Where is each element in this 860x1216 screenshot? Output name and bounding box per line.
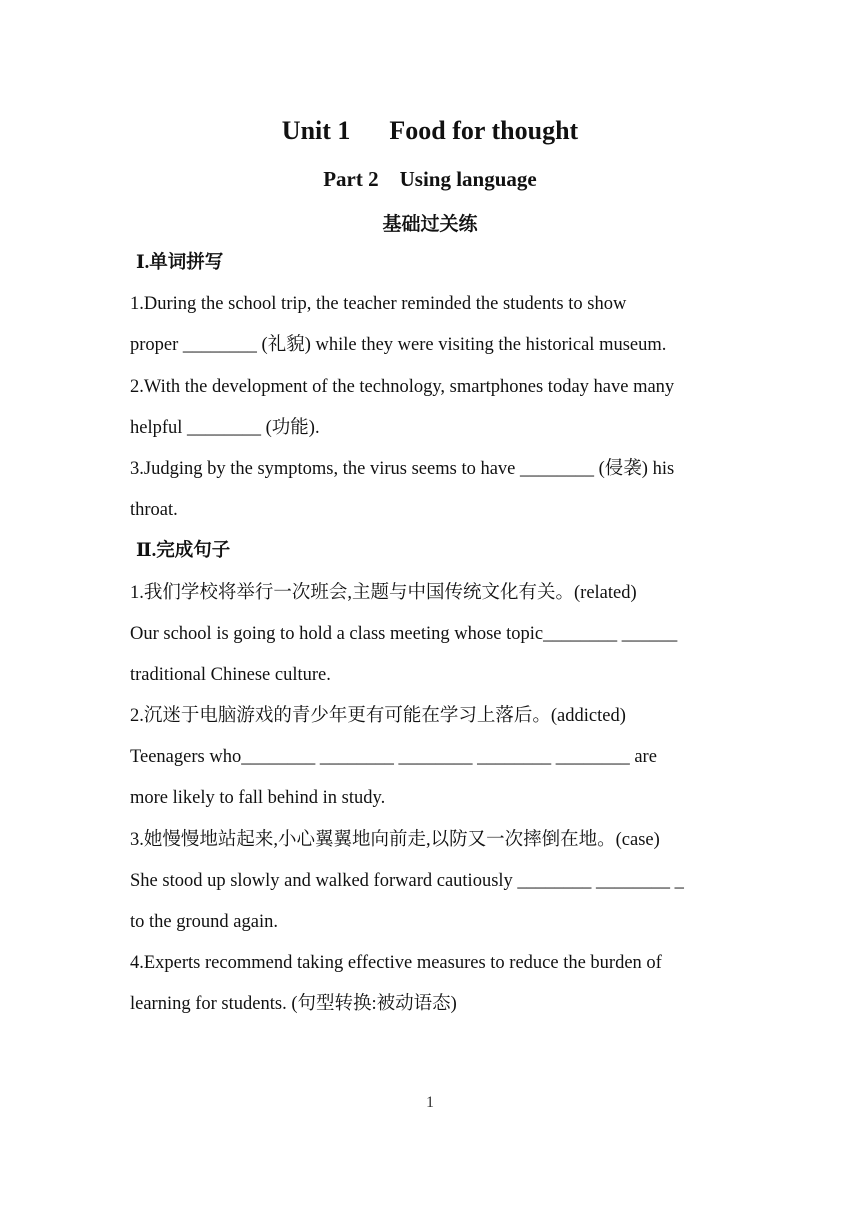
section-heading-word-spelling: Ⅰ.单词拼写 — [136, 253, 224, 273]
question-line: 2.With the development of the technology, smartphones today have many — [130, 376, 675, 397]
question-line: 3.Judging by the symptoms, the virus seems to have ________ (侵袭) his — [130, 458, 675, 479]
question-line: 1.我们学校将举行一次班会,主题与中国传统文化有关。(related) — [130, 582, 637, 603]
question-line: Teenagers who________ ________ ________ ________ ________ are — [130, 747, 657, 768]
page-subtitle: Part 2 Using language — [323, 167, 537, 191]
question-line: traditional Chinese culture. — [130, 664, 331, 685]
question-line: 4.Experts recommend taking effective measures to reduce the burden of — [130, 953, 662, 974]
question-line: 3.她慢慢地站起来,小心翼翼地向前走,以防又一次摔倒在地。(case) — [130, 829, 660, 850]
question-line: She stood up slowly and walked forward cautiously ________ ________ _ — [130, 870, 684, 891]
question-line: to the ground again. — [130, 912, 278, 932]
question-line: 1.During the school trip, the teacher reminded the students to show — [130, 294, 627, 315]
section-heading-complete-sentences: Ⅱ.完成句子 — [136, 541, 231, 562]
question-line: throat. — [130, 500, 178, 521]
question-line: Our school is going to hold a class meeting whose topic________ ______ — [130, 623, 678, 644]
question-line: more likely to fall behind in study. — [130, 788, 386, 809]
question-line: 2.沉迷于电脑游戏的青少年更有可能在学习上落后。(addicted) — [130, 706, 626, 727]
page-title: Unit 1 Food for thought — [281, 116, 579, 145]
question-line: helpful ________ (功能). — [130, 417, 320, 438]
exercise-heading: 基础过关练 — [382, 213, 478, 235]
page-number: 1 — [426, 1094, 434, 1111]
exercise-body — [130, 243, 740, 1026]
question-line: learning for students. (句型转换:被动语态) — [130, 994, 457, 1015]
question-line: proper ________ (礼貌) while they were visiting the historical museum. — [130, 335, 667, 356]
